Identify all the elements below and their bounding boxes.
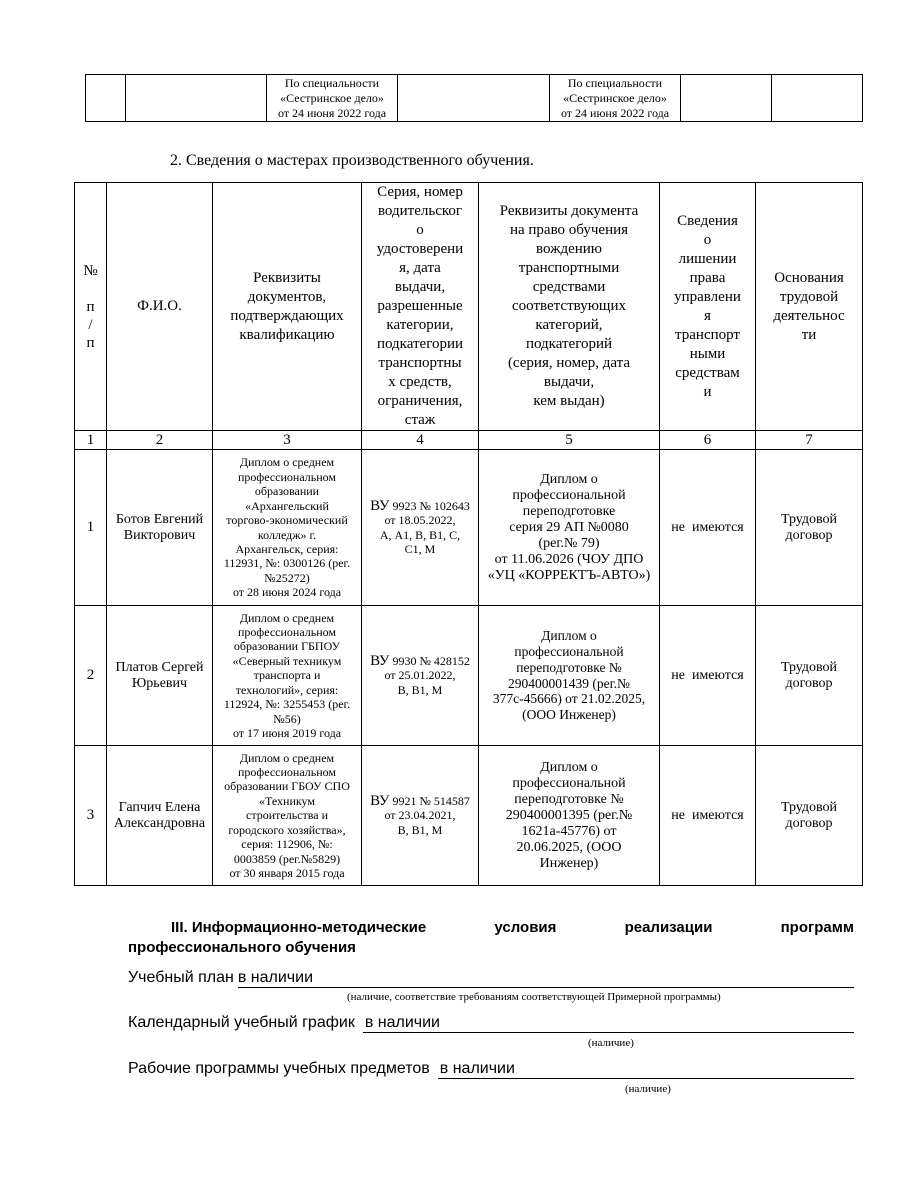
field-note: (наличие) bbox=[625, 1083, 671, 1095]
deprivation-info: не имеются bbox=[660, 606, 756, 746]
license-details: 9923 № 102643 от 18.05.2022, А, А1, В, В1, С, С1, М bbox=[379, 498, 470, 556]
table-row bbox=[75, 450, 863, 606]
column-number: 3 bbox=[213, 431, 362, 450]
license-prefix: ВУ bbox=[370, 652, 390, 669]
field-value: в наличии bbox=[238, 968, 854, 988]
training-doc: Диплом о профессиональной переподготовке № 290400001395 (рег.№ 1621а-45776) от 20.06.2025, (ООО Инженер) bbox=[479, 746, 660, 886]
table-row bbox=[75, 746, 863, 886]
master-name: Платов Сергей Юрьевич bbox=[107, 606, 213, 746]
section-3-title-word: III. Информационно-методические bbox=[171, 919, 427, 936]
top-cell-1 bbox=[86, 75, 126, 122]
employment-basis: Трудовой договор bbox=[756, 606, 863, 746]
row-number: 1 bbox=[75, 450, 107, 606]
field-value: в наличии bbox=[363, 1013, 854, 1033]
top-cell-2 bbox=[126, 75, 267, 122]
top-cell-5: По специальности «Сестринское дело» от 24 июня 2022 года bbox=[550, 75, 681, 122]
deprivation-info: не имеются bbox=[660, 746, 756, 886]
license-details: 9930 № 428152 от 25.01.2022, В, В1, М bbox=[384, 653, 470, 697]
programs-field bbox=[128, 1059, 854, 1079]
master-name: Ботов Евгений Викторович bbox=[107, 450, 213, 606]
field-note: (наличие, соответствие требованиям соответствующей Примерной программы) bbox=[347, 991, 721, 1003]
column-number: 7 bbox=[756, 431, 863, 450]
section-3-title-word: условия bbox=[494, 919, 557, 936]
top-cell-7 bbox=[772, 75, 863, 122]
curriculum-field bbox=[128, 968, 854, 988]
header-qualification: Реквизиты документов, подтверждающих квалификацию bbox=[213, 183, 362, 431]
column-numbers-row bbox=[75, 431, 863, 450]
header-name: Ф.И.О. bbox=[107, 183, 213, 431]
column-number: 2 bbox=[107, 431, 213, 450]
driver-license bbox=[362, 450, 479, 606]
header-number: № п / п bbox=[75, 183, 107, 431]
field-label: Календарный учебный график bbox=[128, 1014, 355, 1031]
training-doc: Диплом о профессиональной переподготовке № 290400001439 (рег.№ 377с-45666) от 21.02.2025, (ООО Инженер) bbox=[479, 606, 660, 746]
license-details: 9921 № 514587 от 23.04.2021, В, В1, М bbox=[384, 793, 470, 837]
field-value: в наличии bbox=[438, 1059, 854, 1079]
top-cell-4 bbox=[398, 75, 550, 122]
column-number: 1 bbox=[75, 431, 107, 450]
schedule-field bbox=[128, 1013, 854, 1033]
top-cell-3: По специальности «Сестринское дело» от 24 июня 2022 года bbox=[267, 75, 398, 122]
driver-license bbox=[362, 746, 479, 886]
header-basis: Основания трудовой деятельнос ти bbox=[756, 183, 863, 431]
continuation-table bbox=[85, 74, 863, 122]
qualification-doc: Диплом о среднем профессиональном образовании «Архангельский торгово-экономический колледж» г. Архангельск, серия: 112931, №: 0300126 (рег. №25272) от 28 июня 2024 года bbox=[213, 450, 362, 606]
top-cell-6 bbox=[681, 75, 772, 122]
field-note: (наличие) bbox=[588, 1037, 634, 1049]
row-number: 3 bbox=[75, 746, 107, 886]
column-number: 6 bbox=[660, 431, 756, 450]
header-license: Серия, номер водительског о удостоверени я, дата выдачи, разрешенные категории, подкатегории транспортны х средств, ограничения, стаж bbox=[362, 183, 479, 431]
license-prefix: ВУ bbox=[370, 497, 390, 514]
driver-license bbox=[362, 606, 479, 746]
deprivation-info: не имеются bbox=[660, 450, 756, 606]
row-number: 2 bbox=[75, 606, 107, 746]
header-deprivation: Сведения о лишении права управлени я транспорт ными средствам и bbox=[660, 183, 756, 431]
section-3-title-word: реализации bbox=[624, 919, 713, 936]
qualification-doc: Диплом о среднем профессиональном образовании ГБОУ СПО «Техникум строительства и городского хозяйства», серия: 112906, №: 0003859 (рег.№5829) от 30 января 2015 года bbox=[213, 746, 362, 886]
section-3-title-line2: профессионального обучения bbox=[128, 939, 356, 956]
section-3-title-word: программ bbox=[780, 919, 854, 936]
masters-table bbox=[74, 182, 863, 886]
master-name: Гапчич Елена Александровна bbox=[107, 746, 213, 886]
header-training-doc: Реквизиты документа на право обучения вождению транспортными средствами соответствующих категорий, подкатегорий (серия, номер, дата выдачи, кем выдан) bbox=[479, 183, 660, 431]
employment-basis: Трудовой договор bbox=[756, 746, 863, 886]
section-2-title: 2. Сведения о мастерах производственного обучения. bbox=[170, 152, 534, 169]
field-label: Рабочие программы учебных предметов bbox=[128, 1060, 430, 1077]
employment-basis: Трудовой договор bbox=[756, 450, 863, 606]
section-3-title bbox=[128, 918, 854, 958]
license-prefix: ВУ bbox=[370, 792, 390, 809]
training-doc: Диплом о профессиональной переподготовке серия 29 АП №0080 (рег.№ 79) от 11.06.2026 (ЧОУ ДПО «УЦ «КОРРЕКТЪ-АВТО») bbox=[479, 450, 660, 606]
field-label: Учебный план bbox=[128, 969, 234, 986]
column-number: 5 bbox=[479, 431, 660, 450]
header-row bbox=[75, 183, 863, 431]
table-row bbox=[75, 606, 863, 746]
qualification-doc: Диплом о среднем профессиональном образовании ГБПОУ «Северный техникум транспорта и технологий», серия: 112924, №: 3255453 (рег. №56) от 17 июня 2019 года bbox=[213, 606, 362, 746]
column-number: 4 bbox=[362, 431, 479, 450]
